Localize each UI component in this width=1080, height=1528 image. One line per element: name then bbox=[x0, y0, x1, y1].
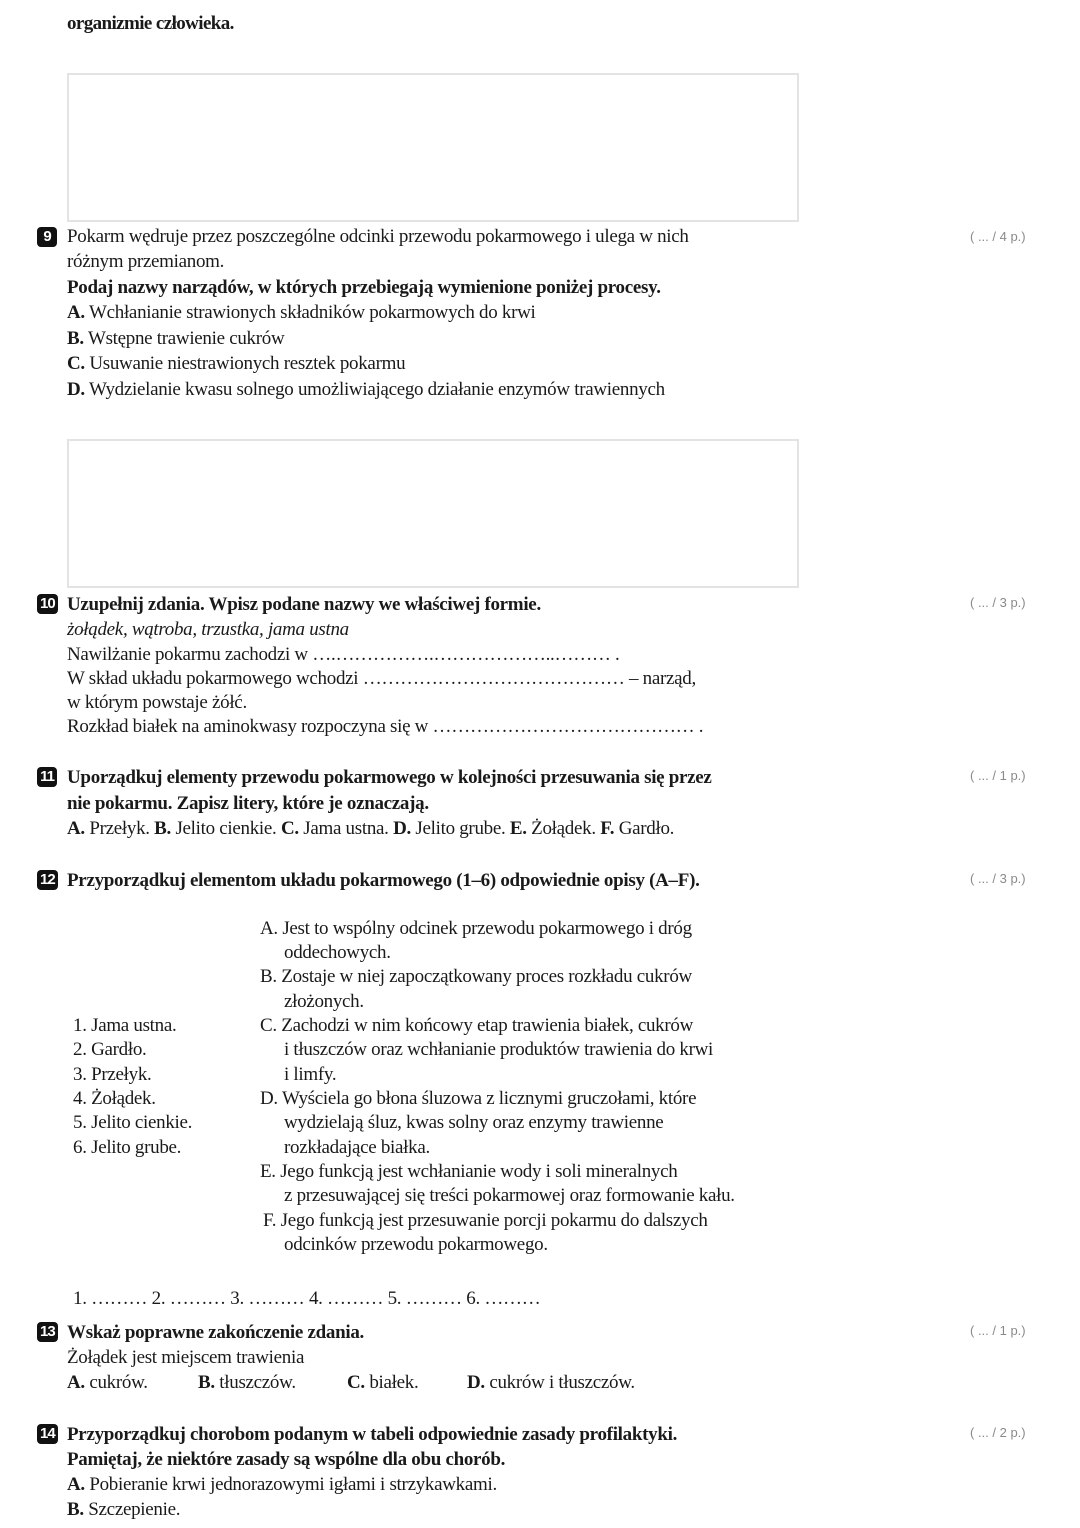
option-letter: F. bbox=[600, 818, 615, 839]
item-text: Wydzielanie kwasu solnego umożliwiającego działanie enzymów trawiennych bbox=[88, 379, 665, 400]
q14-item-b bbox=[67, 1498, 180, 1522]
q12-instruction: Przyporządkuj elementom układu pokarmowego (1–6) odpowiednie opisy (A–F). bbox=[67, 870, 700, 891]
points-label: ( ... / 1 p.) bbox=[970, 768, 1026, 783]
q11-instruction-line1: Uporządkuj elementy przewodu pokarmowego w kolejności przesuwania się przez bbox=[67, 767, 712, 788]
q11-options bbox=[67, 817, 674, 841]
item-letter: A. bbox=[67, 302, 85, 323]
q9-item-c bbox=[67, 352, 405, 376]
q12-desc-d-cont1: wydzielają śluz, kwas solny oraz enzymy trawienne bbox=[284, 1112, 664, 1133]
points-label: ( ... / 3 p.) bbox=[970, 595, 1026, 610]
q12-element-1: 1. Jama ustna. bbox=[73, 1015, 177, 1036]
q10-sentence1 bbox=[67, 643, 620, 667]
q12-desc-b: B. Zostaje w niej zapoczątkowany proces rozkładu cukrów bbox=[260, 966, 692, 987]
q12-desc-c: C. Zachodzi w nim końcowy etap trawienia białek, cukrów bbox=[260, 1015, 694, 1036]
q11-instruction-line2: nie pokarmu. Zapisz litery, które je oznaczają. bbox=[67, 793, 429, 814]
q14-item-a bbox=[67, 1473, 497, 1497]
points-label: ( ... / 4 p.) bbox=[970, 229, 1026, 244]
option-text: Gardło. bbox=[618, 818, 675, 839]
option-text: cukrów. bbox=[89, 1372, 148, 1393]
item-letter: C. bbox=[67, 353, 85, 374]
option-letter: A. bbox=[67, 1372, 85, 1393]
q12-desc-b-cont: złożonych. bbox=[284, 991, 364, 1012]
q9-item-d bbox=[67, 378, 665, 402]
option-text: białek. bbox=[369, 1372, 419, 1393]
q10-sentence2-cont: w którym powstaje żółć. bbox=[67, 692, 247, 713]
q12-element-3: 3. Przełyk. bbox=[73, 1064, 152, 1085]
q13-option-a[interactable] bbox=[67, 1371, 148, 1395]
sentence-text: – narząd, bbox=[628, 668, 696, 689]
option-letter: C. bbox=[347, 1372, 365, 1393]
sentence-text: W skład układu pokarmowego wchodzi bbox=[67, 668, 359, 689]
q12-desc-f-cont: odcinków przewodu pokarmowego. bbox=[284, 1234, 548, 1255]
fill-blank-2[interactable]: …………………………………… bbox=[358, 668, 629, 689]
item-text: Wchłanianie strawionych składników pokarmowych do krwi bbox=[88, 302, 536, 323]
q12-element-6: 6. Jelito grube. bbox=[73, 1137, 182, 1158]
q12-desc-e: E. Jego funkcją jest wchłanianie wody i soli mineralnych bbox=[260, 1161, 678, 1182]
sentence-text: Rozkład białek na aminokwasy rozpoczyna się w bbox=[67, 716, 429, 737]
question-number-badge: 12 bbox=[37, 870, 58, 890]
question-number-badge: 11 bbox=[37, 767, 57, 787]
q9-instruction: Podaj nazwy narządów, w których przebiegają wymienione poniżej procesy. bbox=[67, 277, 661, 298]
item-letter: B. bbox=[67, 328, 84, 349]
option-text: cukrów i tłuszczów. bbox=[489, 1372, 635, 1393]
question-number-badge: 10 bbox=[37, 594, 58, 614]
q12-desc-e-cont: z przesuwającej się treści pokarmowej oraz formowanie kału. bbox=[284, 1185, 735, 1206]
q12-answer-line[interactable]: 1. ……… 2. ……… 3. ……… 4. ……… 5. ……… 6. ……… bbox=[73, 1288, 541, 1309]
q12-desc-a: A. Jest to wspólny odcinek przewodu pokarmowego i dróg bbox=[260, 918, 692, 939]
q12-desc-f: F. Jego funkcją jest przesuwanie porcji pokarmu do dalszych bbox=[263, 1210, 708, 1231]
item-text: Szczepienie. bbox=[88, 1499, 181, 1520]
option-letter: E. bbox=[509, 818, 527, 839]
question-number-badge: 13 bbox=[37, 1322, 58, 1342]
answer-box-q9[interactable] bbox=[67, 439, 799, 588]
item-text: Pobieranie krwi jednorazowymi igłami i strzykawkami. bbox=[89, 1474, 497, 1495]
q10-word-bank: żołądek, wątroba, trzustka, jama ustna bbox=[67, 619, 349, 640]
q12-desc-c-cont2: i limfy. bbox=[284, 1064, 337, 1085]
q12-element-2: 2. Gardło. bbox=[73, 1039, 147, 1060]
points-label: ( ... / 1 p.) bbox=[970, 1323, 1026, 1338]
q9-item-b bbox=[67, 327, 284, 351]
points-label: ( ... / 2 p.) bbox=[970, 1425, 1026, 1440]
option-text: Żołądek. bbox=[531, 818, 596, 839]
q14-instruction-line1: Przyporządkuj chorobom podanym w tabeli odpowiednie zasady profilaktyki. bbox=[67, 1424, 678, 1445]
q14-instruction-line2: Pamiętaj, że niektóre zasady są wspólne dla obu chorób. bbox=[67, 1449, 506, 1470]
q9-item-a bbox=[67, 301, 536, 325]
q10-sentence3 bbox=[67, 715, 703, 739]
option-text: Jelito grube. bbox=[415, 818, 506, 839]
question-number-badge: 9 bbox=[37, 227, 57, 247]
q12-element-5: 5. Jelito cienkie. bbox=[73, 1112, 193, 1133]
q13-option-d[interactable] bbox=[467, 1371, 635, 1395]
option-text: Jelito cienkie. bbox=[175, 818, 277, 839]
sentence-text: Nawilżanie pokarmu zachodzi w bbox=[67, 644, 308, 665]
q9-intro-line1: Pokarm wędruje przez poszczególne odcinki przewodu pokarmowego i ulega w nich bbox=[67, 226, 689, 247]
q10-sentence2 bbox=[67, 667, 696, 691]
q9-intro-line2: różnym przemianom. bbox=[67, 251, 225, 272]
option-letter: A. bbox=[67, 818, 85, 839]
fill-blank-1[interactable]: ….…………….………………..……… . bbox=[307, 644, 620, 665]
points-label: ( ... / 3 p.) bbox=[970, 871, 1026, 886]
item-text: Wstępne trawienie cukrów bbox=[87, 328, 285, 349]
option-letter: B. bbox=[154, 818, 171, 839]
q12-desc-d-cont2: rozkładające białka. bbox=[284, 1137, 430, 1158]
q13-option-b[interactable] bbox=[198, 1371, 296, 1395]
q12-desc-a-cont: oddechowych. bbox=[284, 942, 391, 963]
option-letter: D. bbox=[393, 818, 411, 839]
q12-desc-d: D. Wyściela go błona śluzowa z licznymi gruczołami, które bbox=[260, 1088, 697, 1109]
option-letter: C. bbox=[280, 818, 299, 839]
option-letter: B. bbox=[198, 1372, 215, 1393]
question-number-badge: 14 bbox=[37, 1424, 58, 1444]
option-text: tłuszczów. bbox=[219, 1372, 296, 1393]
option-text: Przełyk. bbox=[89, 818, 150, 839]
fill-blank-3[interactable]: …………………………………… . bbox=[428, 716, 704, 737]
item-letter: B. bbox=[67, 1499, 84, 1520]
item-text: Usuwanie niestrawionych resztek pokarmu bbox=[89, 353, 406, 374]
q13-option-c[interactable] bbox=[347, 1371, 418, 1395]
answer-box-q8[interactable] bbox=[67, 73, 799, 222]
option-letter: D. bbox=[467, 1372, 485, 1393]
q12-desc-c-cont1: i tłuszczów oraz wchłanianie produktów trawienia do krwi bbox=[284, 1039, 714, 1060]
q12-element-4: 4. Żołądek. bbox=[73, 1088, 156, 1109]
option-text: Jama ustna. bbox=[303, 818, 389, 839]
continued-heading: organizmie człowieka. bbox=[67, 13, 234, 34]
q13-stem: Żołądek jest miejscem trawienia bbox=[67, 1347, 305, 1368]
q10-instruction: Uzupełnij zdania. Wpisz podane nazwy we właściwej formie. bbox=[67, 594, 541, 615]
item-letter: A. bbox=[67, 1474, 85, 1495]
item-letter: D. bbox=[67, 379, 85, 400]
q13-instruction: Wskaż poprawne zakończenie zdania. bbox=[67, 1322, 364, 1343]
